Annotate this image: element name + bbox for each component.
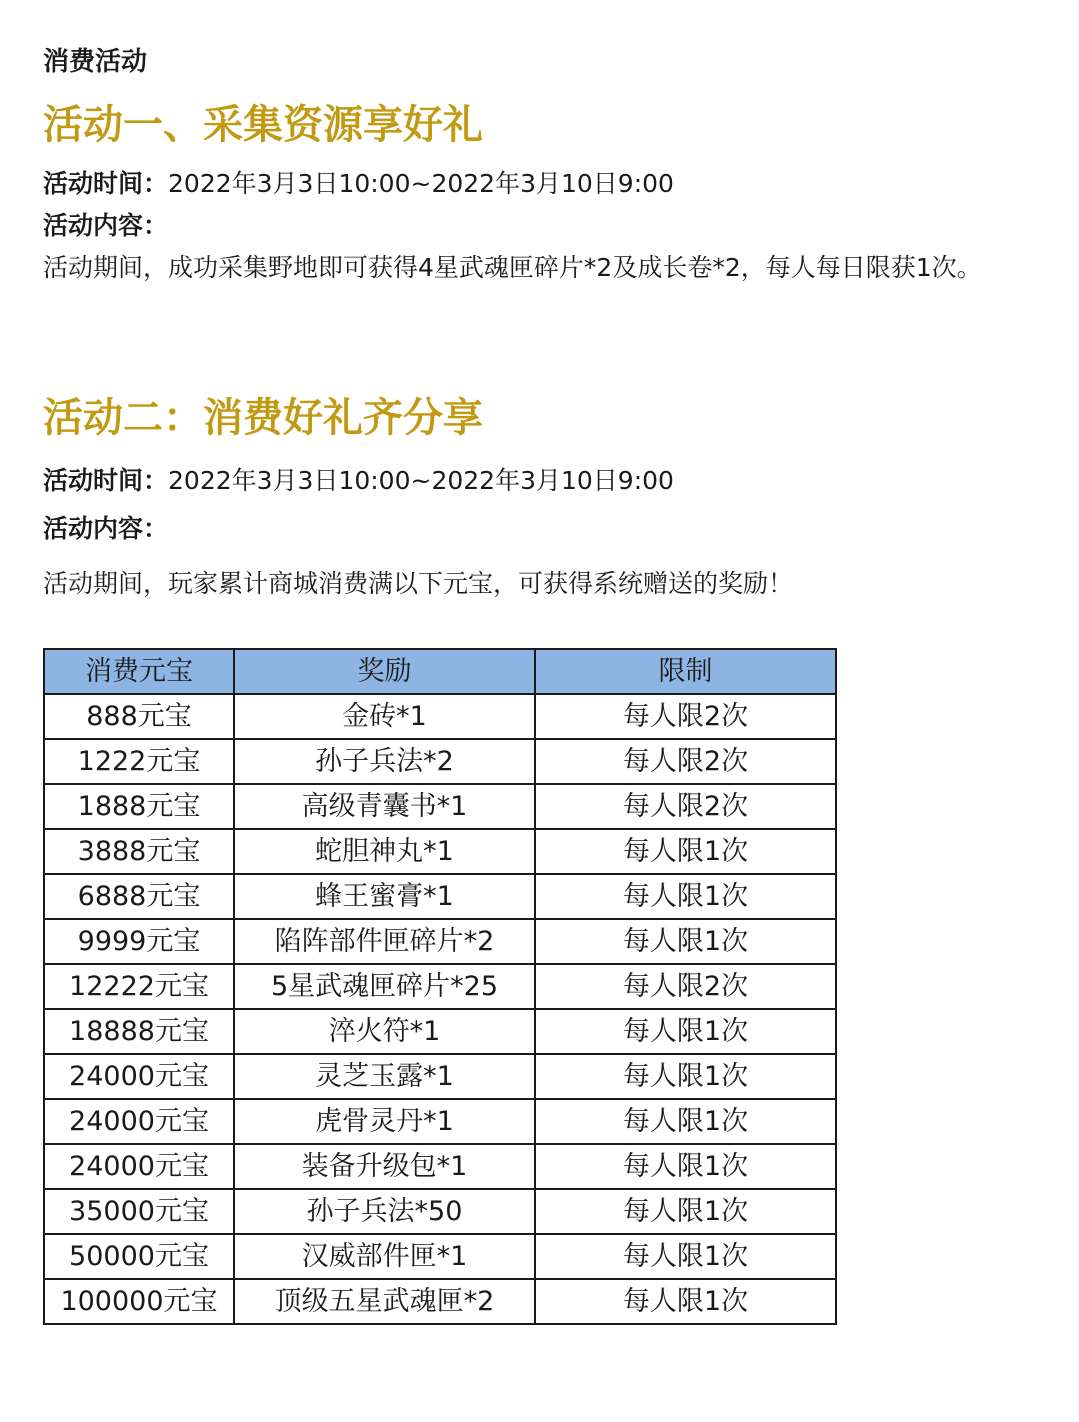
table-row	[44, 1279, 836, 1324]
table-header-row	[44, 649, 836, 694]
cell-reward: 虎骨灵丹*1	[234, 1099, 535, 1144]
activity2-heading: 活动二：消费好礼齐分享	[43, 395, 483, 441]
cell-cost: 50000元宝	[44, 1234, 234, 1279]
activity1-time	[43, 166, 674, 202]
table-row	[44, 1189, 836, 1234]
cell-cost: 1222元宝	[44, 739, 234, 784]
reward-table	[43, 648, 837, 1325]
table-row	[44, 694, 836, 739]
cell-reward: 汉威部件匣*1	[234, 1234, 535, 1279]
cell-reward: 金砖*1	[234, 694, 535, 739]
cell-cost: 24000元宝	[44, 1144, 234, 1189]
cell-reward: 陷阵部件匣碎片*2	[234, 919, 535, 964]
activity1-heading: 活动一、采集资源享好礼	[43, 102, 483, 148]
cell-reward: 孙子兵法*50	[234, 1189, 535, 1234]
table-row	[44, 1054, 836, 1099]
cell-reward: 高级青囊书*1	[234, 784, 535, 829]
cell-limit: 每人限1次	[535, 1234, 836, 1279]
cell-reward: 装备升级包*1	[234, 1144, 535, 1189]
activity1-content-label-text: 活动内容：	[43, 211, 169, 240]
cell-cost: 888元宝	[44, 694, 234, 739]
activity1-content-text: 活动期间，成功采集野地即可获得4星武魂匣碎片*2及成长卷*2，每人每日限获1次。	[43, 253, 982, 282]
cell-reward: 蛇胆神丸*1	[234, 829, 535, 874]
cell-cost: 35000元宝	[44, 1189, 234, 1234]
table-row	[44, 739, 836, 784]
cell-limit: 每人限1次	[535, 1189, 836, 1234]
cell-reward: 5星武魂匣碎片*25	[234, 964, 535, 1009]
activity2-content-label	[43, 511, 168, 547]
table-row	[44, 1144, 836, 1189]
cell-cost: 1888元宝	[44, 784, 234, 829]
table-row	[44, 874, 836, 919]
cell-reward: 淬火符*1	[234, 1009, 535, 1054]
table-row	[44, 1234, 836, 1279]
header-cost: 消费元宝	[44, 649, 234, 694]
cell-cost: 3888元宝	[44, 829, 234, 874]
cell-cost: 18888元宝	[44, 1009, 234, 1054]
table-row	[44, 1099, 836, 1144]
cell-limit: 每人限1次	[535, 874, 836, 919]
page-title: 消费活动	[43, 47, 148, 77]
cell-limit: 每人限1次	[535, 1054, 836, 1099]
activity2-time-value: 2022年3月3日10:00~2022年3月10日9:00	[168, 466, 674, 495]
cell-cost: 24000元宝	[44, 1099, 234, 1144]
cell-limit: 每人限1次	[535, 919, 836, 964]
cell-cost: 100000元宝	[44, 1279, 234, 1324]
table-row	[44, 829, 836, 874]
header-reward: 奖励	[234, 649, 535, 694]
table-row	[44, 919, 836, 964]
activity2-time-label: 活动时间：	[43, 466, 169, 495]
cell-limit: 每人限2次	[535, 739, 836, 784]
cell-limit: 每人限2次	[535, 784, 836, 829]
cell-cost: 6888元宝	[44, 874, 234, 919]
cell-cost: 12222元宝	[44, 964, 234, 1009]
cell-cost: 9999元宝	[44, 919, 234, 964]
table-row	[44, 784, 836, 829]
cell-reward: 孙子兵法*2	[234, 739, 535, 784]
cell-limit: 每人限1次	[535, 1279, 836, 1324]
cell-limit: 每人限1次	[535, 1099, 836, 1144]
table-row	[44, 1009, 836, 1054]
activity2-time	[43, 463, 674, 499]
activity2-content-text: 活动期间，玩家累计商城消费满以下元宝，可获得系统赠送的奖励！	[43, 569, 794, 598]
table-row	[44, 964, 836, 1009]
cell-reward: 灵芝玉露*1	[234, 1054, 535, 1099]
activity1-time-value: 2022年3月3日10:00~2022年3月10日9:00	[168, 169, 674, 198]
cell-limit: 每人限1次	[535, 829, 836, 874]
activity2-content-label-text: 活动内容：	[43, 514, 169, 543]
cell-limit: 每人限2次	[535, 964, 836, 1009]
header-limit: 限制	[535, 649, 836, 694]
activity1-content-label	[43, 208, 168, 244]
cell-cost: 24000元宝	[44, 1054, 234, 1099]
cell-limit: 每人限1次	[535, 1144, 836, 1189]
cell-limit: 每人限1次	[535, 1009, 836, 1054]
cell-reward: 蜂王蜜膏*1	[234, 874, 535, 919]
cell-reward: 顶级五星武魂匣*2	[234, 1279, 535, 1324]
activity1-time-label: 活动时间：	[43, 169, 169, 198]
cell-limit: 每人限2次	[535, 694, 836, 739]
